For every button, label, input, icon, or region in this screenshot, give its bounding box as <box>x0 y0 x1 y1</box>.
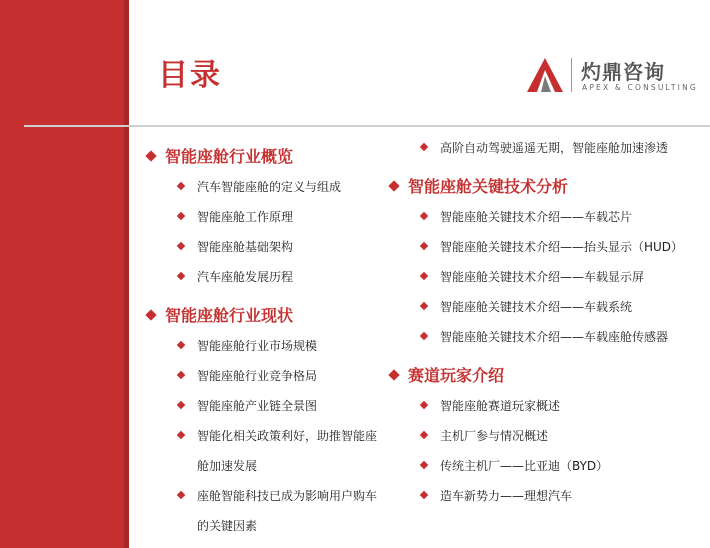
toc-item-text: 智能座舱赛道玩家概述 <box>440 399 561 413</box>
section-heading-text: 智能座舱关键技术分析 <box>408 177 569 196</box>
toc-item-text: 智能座舱产业链全景图 <box>197 399 318 413</box>
left-accent-bar-edge <box>124 0 129 548</box>
company-logo <box>525 56 698 98</box>
section-heading-text: 智能座舱行业概览 <box>165 147 294 166</box>
diamond-bullet-icon <box>177 182 185 190</box>
toc-item-text: 智能座舱工作原理 <box>197 210 294 224</box>
page-title: 目录 <box>158 58 222 93</box>
diamond-bullet-icon <box>420 491 428 499</box>
header-divider <box>24 125 710 127</box>
diamond-bullet-icon <box>145 309 156 320</box>
diamond-bullet-icon <box>177 341 185 349</box>
toc-item-text: 汽车座舱发展历程 <box>197 270 294 284</box>
toc-item-text: 造车新势力——理想汽车 <box>440 489 573 503</box>
logo-tagline: APEX & CONSULTING <box>582 83 698 92</box>
diamond-bullet-icon <box>420 431 428 439</box>
section-heading-text: 智能座舱行业现状 <box>165 306 294 325</box>
diamond-bullet-icon <box>177 272 185 280</box>
diamond-bullet-icon <box>420 461 428 469</box>
diamond-bullet-icon <box>177 242 185 250</box>
diamond-bullet-icon <box>177 371 185 379</box>
diamond-bullet-icon <box>420 143 428 151</box>
triangle-logo-icon <box>525 56 565 94</box>
toc-item-text: 汽车智能座舱的定义与组成 <box>197 180 342 194</box>
diamond-bullet-icon <box>420 332 428 340</box>
toc-item-text: 智能座舱关键技术介绍——抬头显示（HUD） <box>440 240 684 254</box>
diamond-bullet-icon <box>388 369 399 380</box>
diamond-bullet-icon <box>145 150 156 161</box>
toc-item-text: 智能化相关政策利好，助推智能座 <box>197 429 378 443</box>
section-heading-overview <box>147 144 293 167</box>
diamond-bullet-icon <box>177 212 185 220</box>
toc-item-text: 智能座舱关键技术介绍——车载系统 <box>440 300 633 314</box>
toc-item-text: 高阶自动驾驶遥遥无期，智能座舱加速渗透 <box>440 141 669 155</box>
section-heading-key-tech <box>390 174 568 197</box>
toc-item-text: 智能座舱行业市场规模 <box>197 339 318 353</box>
section-heading-players <box>390 363 504 386</box>
diamond-bullet-icon <box>420 401 428 409</box>
toc-item-text: 主机厂参与情况概述 <box>440 429 549 443</box>
diamond-bullet-icon <box>177 491 185 499</box>
diamond-bullet-icon <box>177 431 185 439</box>
toc-item-text: 传统主机厂——比亚迪（BYD） <box>440 459 609 473</box>
logo-name: 灼鼎咨询 <box>581 60 665 84</box>
logo-divider <box>571 58 572 92</box>
toc-item-text: 智能座舱行业竞争格局 <box>197 369 318 383</box>
toc-item-text: 智能座舱关键技术介绍——车载显示屏 <box>440 270 645 284</box>
section-heading-text: 赛道玩家介绍 <box>408 366 505 385</box>
left-accent-bar <box>0 0 124 548</box>
toc-item-text: 智能座舱关键技术介绍——车载座舱传感器 <box>440 330 669 344</box>
diamond-bullet-icon <box>420 242 428 250</box>
toc-item-text-continued: 舱加速发展 <box>197 459 258 473</box>
diamond-bullet-icon <box>388 180 399 191</box>
toc-item-text: 智能座舱关键技术介绍——车载芯片 <box>440 210 633 224</box>
diamond-bullet-icon <box>420 272 428 280</box>
section-heading-status <box>147 303 293 326</box>
diamond-bullet-icon <box>420 212 428 220</box>
diamond-bullet-icon <box>420 302 428 310</box>
diamond-bullet-icon <box>177 401 185 409</box>
toc-item-text: 智能座舱基础架构 <box>197 240 294 254</box>
toc-item-text-continued: 的关键因素 <box>197 519 258 533</box>
toc-item-text: 座舱智能科技已成为影响用户购车 <box>197 489 378 503</box>
